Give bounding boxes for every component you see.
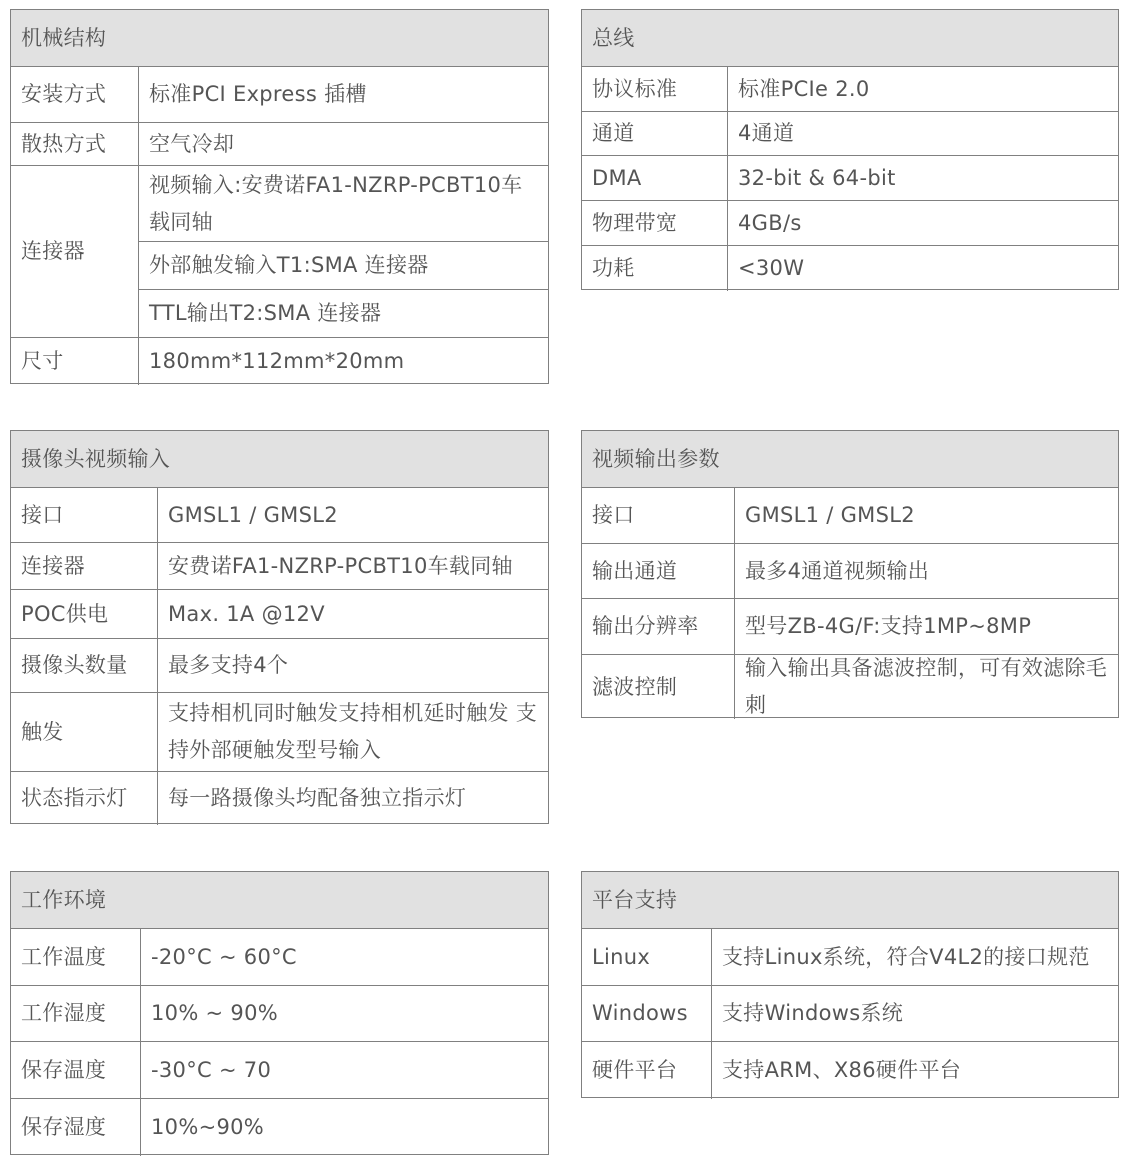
row-label: Linux (582, 929, 712, 986)
row-value: 视频输入:安费诺FA1-NZRP-PCBT10车载同轴 (139, 166, 548, 242)
row-label: 滤波控制 (582, 655, 735, 719)
row-label: POC供电 (11, 590, 158, 639)
row-label: 状态指示灯 (11, 772, 158, 825)
row-value: 10%~90% (151, 1115, 265, 1139)
row-value: 标准PCI Express 插槽 (139, 67, 548, 123)
row-label: Windows (582, 986, 712, 1042)
row-value: 外部触发输入T1:SMA 连接器 (139, 242, 548, 290)
table-header: 平台支持 (582, 872, 1118, 929)
row-value: 最多支持4个 (158, 639, 548, 693)
row-value: 每一路摄像头均配备独立指示灯 (168, 786, 467, 810)
row-value: 空气冷却 (139, 123, 548, 166)
row-value: 10% ~ 90% (141, 986, 548, 1042)
row-value: 安费诺FA1-NZRP-PCBT10车载同轴 (158, 543, 548, 590)
row-value: 4GB/s (728, 201, 1118, 246)
row-value: 输入输出具备滤波控制，可有效滤除毛刺 (745, 656, 1108, 717)
platform-support-table (581, 871, 1119, 1098)
table-header: 机械结构 (11, 10, 548, 67)
row-label: 连接器 (11, 543, 158, 590)
row-value: 32-bit & 64-bit (728, 156, 1118, 201)
row-label: 物理带宽 (582, 201, 728, 246)
row-label: 输出通道 (582, 544, 735, 599)
row-label: 尺寸 (11, 338, 139, 385)
table-header: 摄像头视频输入 (11, 431, 548, 488)
row-value: 支持相机同时触发支持相机延时触发 支持外部硬触发型号输入 (158, 693, 548, 772)
row-label: 硬件平台 (582, 1042, 712, 1099)
row-label: 保存湿度 (11, 1099, 141, 1156)
table-header: 视频输出参数 (582, 431, 1118, 488)
row-label: 通道 (582, 112, 728, 156)
row-label: 接口 (11, 488, 158, 543)
camera-input-table (10, 430, 549, 824)
row-label: 保存温度 (11, 1042, 141, 1099)
row-value: 支持ARM、X86硬件平台 (722, 1058, 962, 1082)
row-label: 工作温度 (11, 929, 141, 986)
row-value: GMSL1 / GMSL2 (158, 488, 548, 543)
row-value: 最多4通道视频输出 (735, 544, 1118, 599)
row-label: 散热方式 (11, 123, 139, 166)
row-value: 标准PCIe 2.0 (728, 67, 1118, 112)
mechanical-structure-table (10, 9, 549, 384)
bus-table (581, 9, 1119, 290)
row-value: GMSL1 / GMSL2 (735, 488, 1118, 544)
row-label: 协议标准 (582, 67, 728, 112)
row-value: <30W (738, 256, 805, 280)
row-label: 功耗 (582, 246, 728, 291)
table-header: 总线 (582, 10, 1118, 67)
row-value: -30°C ~ 70 (141, 1042, 548, 1099)
row-value: 180mm*112mm*20mm (149, 349, 405, 373)
row-label: 连接器 (11, 166, 139, 338)
row-label: 接口 (582, 488, 735, 544)
table-header: 工作环境 (11, 872, 548, 929)
row-value: TTL输出T2:SMA 连接器 (139, 290, 548, 338)
row-label: DMA (582, 156, 728, 201)
row-value: 型号ZB-4G/F:支持1MP~8MP (735, 599, 1118, 655)
row-label: 工作湿度 (11, 986, 141, 1042)
row-label: 输出分辨率 (582, 599, 735, 655)
row-value: Max. 1A @12V (158, 590, 548, 639)
row-value: -20°C ~ 60°C (141, 929, 548, 986)
row-label: 安装方式 (11, 67, 139, 123)
row-label: 摄像头数量 (11, 639, 158, 693)
row-value: 支持Linux系统，符合V4L2的接口规范 (712, 929, 1118, 986)
row-value: 4通道 (728, 112, 1118, 156)
row-value: 支持Windows系统 (712, 986, 1118, 1042)
video-output-table (581, 430, 1119, 718)
row-label: 触发 (11, 693, 158, 772)
environment-table (10, 871, 549, 1155)
